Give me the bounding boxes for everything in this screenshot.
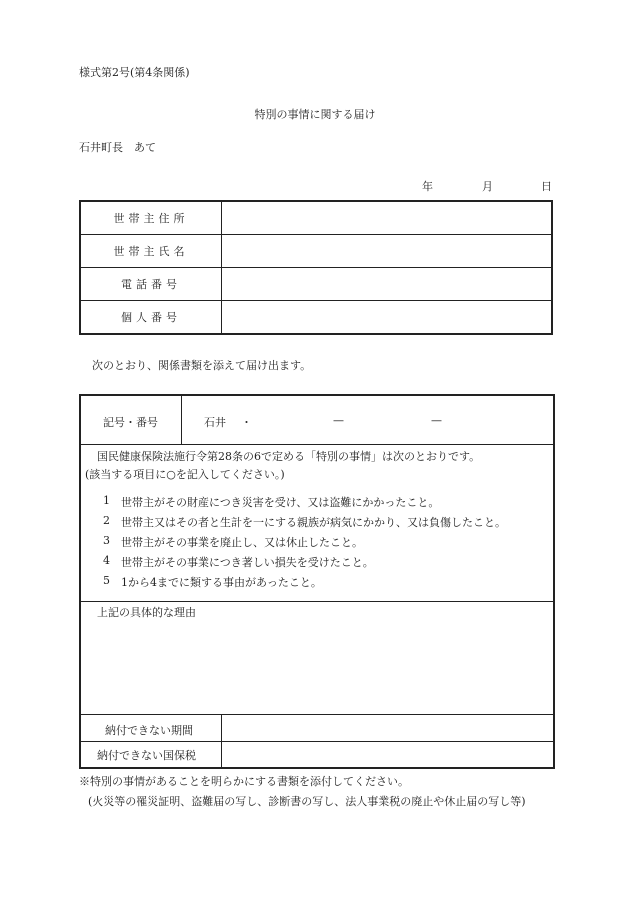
unpaid-period-label: 納付できない期間 <box>105 724 193 737</box>
personal-number-field[interactable] <box>222 301 553 335</box>
reason-label: 上記の具体的な理由 <box>97 606 196 619</box>
date-month-label: 月 <box>482 180 493 193</box>
item-3-text[interactable]: 世帯主がその事業を廃止し、又は休止したこと。 <box>121 536 363 549</box>
item-3-number: 3 <box>103 534 110 547</box>
circumstances-instruction: (該当する項目に○を記入してください。) <box>85 468 285 481</box>
divider <box>181 396 182 444</box>
circumstances-box <box>79 394 555 769</box>
table-row <box>80 268 552 301</box>
item-1-text[interactable]: 世帯主がその財産につき災害を受け、又は盗難にかかったこと。 <box>121 496 440 509</box>
record-dash-2[interactable]: — <box>431 414 442 427</box>
item-2-text[interactable]: 世帯主又はその者と生計を一にする親族が病気にかかり、又は負傷したこと。 <box>121 516 506 529</box>
household-head-address-field[interactable] <box>222 201 553 235</box>
intro-text: 次のとおり、関係書類を添えて届け出ます。 <box>92 359 312 372</box>
record-number-label: 記号・番号 <box>103 416 158 429</box>
item-4-number: 4 <box>103 554 110 567</box>
record-dash-1[interactable]: — <box>333 414 344 427</box>
phone-number-label: 電話番号 <box>80 268 222 301</box>
form-title: 特別の事情に関する届け <box>254 108 376 121</box>
divider <box>81 444 553 445</box>
item-5-number: 5 <box>103 574 110 587</box>
item-5-text[interactable]: 1から4までに類する事由があったこと。 <box>121 576 322 589</box>
table-row <box>80 201 552 235</box>
personal-number-label: 個人番号 <box>80 301 222 335</box>
date-day-label: 日 <box>541 180 552 193</box>
footnote-examples: (火災等の罹災証明、盗難届の写し、診断書の写し、法人事業税の廃止や休止届の写し等) <box>88 795 526 808</box>
reason-field[interactable] <box>97 626 537 706</box>
form-number: 様式第2号(第4条関係) <box>79 66 190 79</box>
divider <box>81 714 553 715</box>
unpaid-tax-label: 納付できない国保税 <box>97 749 196 762</box>
household-head-address-label: 世帯主住所 <box>80 201 222 235</box>
phone-number-field[interactable] <box>222 268 553 301</box>
divider <box>81 741 553 742</box>
divider <box>81 601 553 602</box>
household-head-name-label: 世帯主氏名 <box>80 235 222 268</box>
record-dot[interactable]: ・ <box>241 416 252 429</box>
addressee: 石井町長 あて <box>79 141 156 154</box>
record-town: 石井 <box>204 416 226 429</box>
applicant-table <box>79 200 553 335</box>
table-row <box>80 301 552 335</box>
circumstances-statement: 国民健康保険法施行令第28条の6で定める「特別の事情」は次のとおりです。 <box>97 450 481 463</box>
table-row <box>80 235 552 268</box>
item-2-number: 2 <box>103 514 110 527</box>
household-head-name-field[interactable] <box>222 235 553 268</box>
date-year-label: 年 <box>422 180 433 193</box>
footnote-attachment: ※特別の事情があることを明らかにする書類を添付してください。 <box>79 775 409 788</box>
item-4-text[interactable]: 世帯主がその事業につき著しい損失を受けたこと。 <box>121 556 374 569</box>
item-1-number: 1 <box>103 494 110 507</box>
